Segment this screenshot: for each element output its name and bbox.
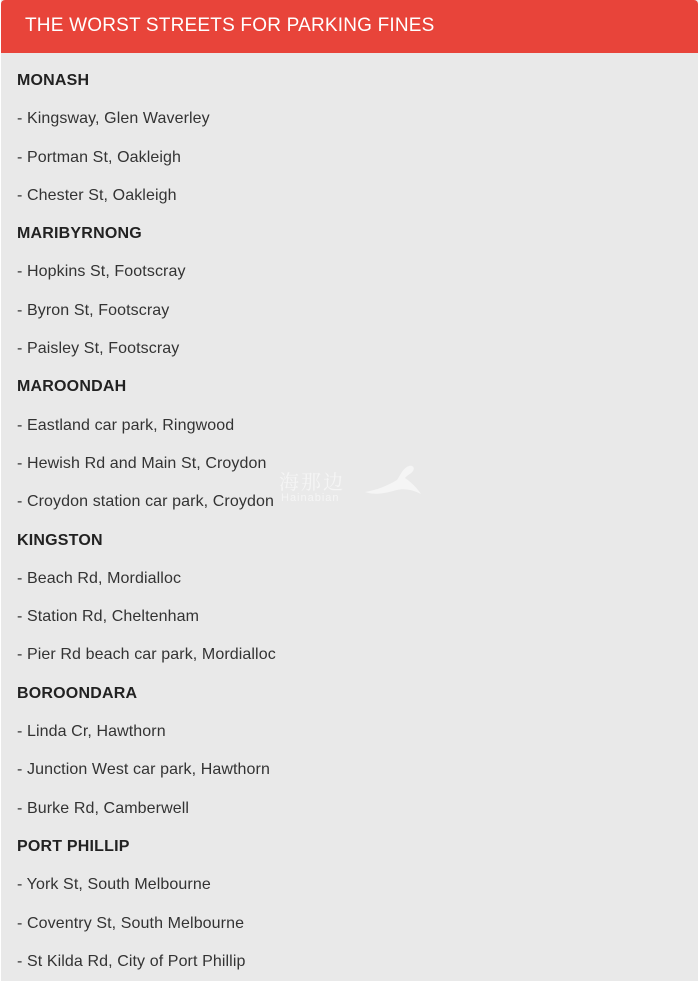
region-heading: KINGSTON [17, 531, 103, 549]
street-item: - Beach Rd, Mordialloc [17, 569, 182, 587]
street-item: - Station Rd, Cheltenham [17, 608, 200, 626]
street-item: - Croydon station car park, Croydon [17, 493, 274, 511]
region-heading: MAROONDAH [17, 378, 127, 396]
region-port-phillip [17, 836, 698, 989]
card-body [1, 53, 698, 989]
street-item: - Junction West car park, Hawthorn [17, 761, 270, 779]
street-item: - St Kilda Rd, City of Port Phillip [17, 952, 246, 970]
street-item: - Hewish Rd and Main St, Croydon [17, 454, 267, 472]
street-item: - Eastland car park, Ringwood [17, 416, 235, 434]
region-kingston [17, 530, 698, 683]
region-heading: BOROONDARA [17, 684, 138, 702]
card-title: THE WORST STREETS FOR PARKING FINES [25, 14, 435, 36]
parking-fines-card [1, 0, 698, 981]
region-heading: MONASH [17, 72, 90, 89]
watermark-text: 海那边 [279, 472, 345, 494]
region-heading: PORT PHILLIP [17, 837, 130, 855]
street-item: - Coventry St, South Melbourne [17, 914, 245, 932]
region-boroondara [17, 683, 698, 836]
region-monash [17, 70, 698, 223]
street-item: - Pier Rd beach car park, Mordialloc [17, 646, 276, 664]
street-item: - Paisley St, Footscray [17, 340, 180, 358]
street-item: - Kingsway, Glen Waverley [17, 110, 210, 128]
street-item: - Chester St, Oakleigh [17, 186, 177, 204]
region-heading: MARIBYRNONG [17, 225, 142, 243]
region-maroondah [17, 376, 698, 529]
street-item: - York St, South Melbourne [17, 876, 211, 894]
street-item: - Linda Cr, Hawthorn [17, 723, 166, 741]
region-maribyrnong [17, 223, 698, 376]
street-item: - Burke Rd, Camberwell [17, 799, 190, 817]
watermark-subtext: Hainabian [281, 492, 340, 504]
card-header [1, 0, 698, 53]
street-item: - Hopkins St, Footscray [17, 263, 186, 281]
street-item: - Byron St, Footscray [17, 301, 170, 319]
street-item: - Portman St, Oakleigh [17, 148, 182, 166]
